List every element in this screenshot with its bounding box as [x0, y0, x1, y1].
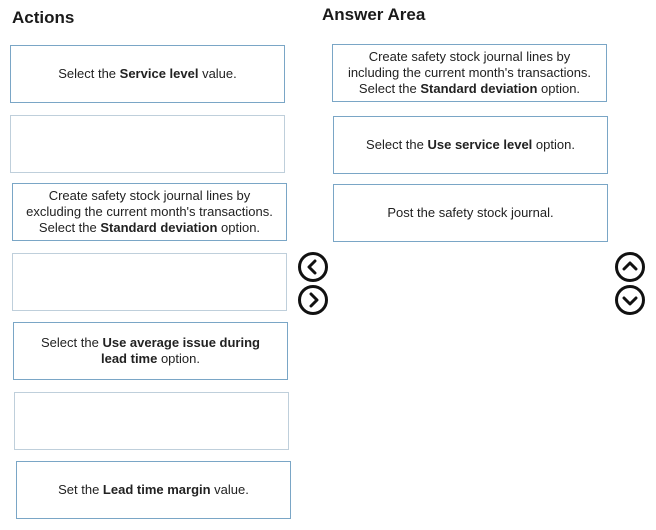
move-up-button[interactable] — [615, 252, 645, 282]
answer-area-heading: Answer Area — [322, 5, 426, 24]
actions-heading: Actions — [12, 8, 75, 27]
action-item-label: Select the Use average issue during lead time option. — [41, 335, 260, 366]
answer-item-label: Post the safety stock journal. — [387, 205, 554, 220]
answer-item-post-journal[interactable] — [333, 184, 608, 242]
answer-item-label: Create safety stock journal lines by including the current month's transactions. Select the Standard deviation option. — [347, 49, 592, 96]
action-item-excluding-std-dev[interactable] — [12, 183, 287, 241]
chevron-right-icon — [305, 292, 321, 308]
move-down-button[interactable] — [615, 285, 645, 315]
answer-item-use-service-level[interactable] — [333, 116, 608, 174]
action-slot-empty — [14, 392, 289, 450]
answer-item-label: Select the Use service level option. — [366, 137, 575, 152]
action-slot-empty — [10, 115, 285, 173]
action-item-average-issue[interactable] — [13, 322, 288, 380]
chevron-up-icon — [622, 259, 638, 275]
action-item-label: Select the Service level value. — [58, 66, 237, 81]
move-right-button[interactable] — [298, 285, 328, 315]
action-slot-empty — [12, 253, 287, 311]
chevron-left-icon — [305, 259, 321, 275]
action-item-service-level[interactable] — [10, 45, 285, 103]
action-item-label: Set the Lead time margin value. — [58, 482, 249, 497]
answer-item-including-std-dev[interactable] — [332, 44, 607, 102]
move-left-button[interactable] — [298, 252, 328, 282]
chevron-down-icon — [622, 292, 638, 308]
action-item-label: Create safety stock journal lines by excluding the current month's transactions. Select the Standard deviation option. — [26, 188, 273, 235]
action-item-lead-time-margin[interactable] — [16, 461, 291, 519]
